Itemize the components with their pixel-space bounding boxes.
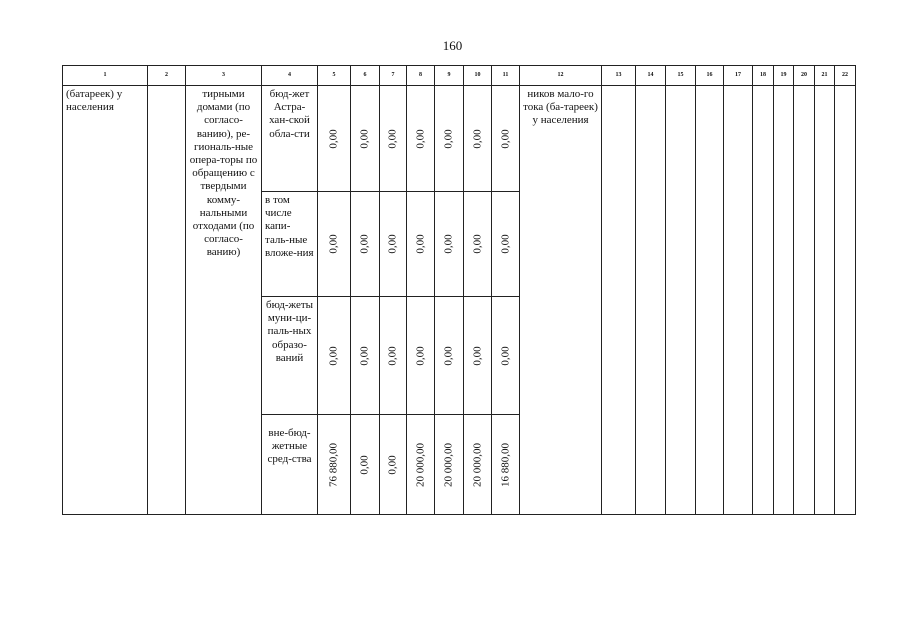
- value-text: 0,00: [358, 454, 371, 475]
- empty-cell: [636, 86, 666, 515]
- value-text: 0,00: [442, 234, 455, 254]
- col-header: 13: [602, 66, 636, 86]
- value-text: 0,00: [327, 128, 340, 149]
- value-text: 0,00: [413, 345, 426, 366]
- col-header: 8: [407, 66, 435, 86]
- value-text: 20 000,00: [470, 442, 483, 487]
- empty-cell: [794, 86, 815, 515]
- value-cell: [435, 192, 464, 297]
- value-cell: [318, 415, 351, 515]
- value-cell: [351, 86, 380, 192]
- value-cell: [492, 192, 520, 297]
- value-text: 0,00: [442, 128, 455, 149]
- value-text: 0,00: [470, 128, 483, 149]
- value-cell: [407, 297, 435, 415]
- value-text: 0,00: [470, 234, 483, 254]
- value-text: 0,00: [386, 345, 399, 366]
- value-text: 20 000,00: [442, 442, 455, 487]
- value-cell: [492, 415, 520, 515]
- col-header: 19: [774, 66, 794, 86]
- table-row: [63, 86, 856, 192]
- empty-cell: [815, 86, 835, 515]
- col-header: 11: [492, 66, 520, 86]
- value-cell: [351, 192, 380, 297]
- measure-name-cell: [63, 86, 148, 515]
- col-header: 22: [835, 66, 856, 86]
- col-header: 14: [636, 66, 666, 86]
- col-header: 21: [815, 66, 835, 86]
- empty-cell: [696, 86, 724, 515]
- value-cell: [435, 297, 464, 415]
- value-cell: [435, 86, 464, 192]
- col-header: 3: [186, 66, 262, 86]
- value-cell: [380, 192, 407, 297]
- value-cell: [464, 415, 492, 515]
- col-header: 16: [696, 66, 724, 86]
- page-number: 160: [442, 38, 463, 53]
- value-text: 0,00: [386, 234, 399, 254]
- col-header: 5: [318, 66, 351, 86]
- result-text: ников мало-го тока (ба-тареек) у населения: [523, 88, 598, 127]
- value-cell: [318, 192, 351, 297]
- value-cell: [435, 415, 464, 515]
- program-table: [62, 65, 856, 515]
- value-text: 76 880,00: [327, 442, 340, 487]
- empty-cell: [835, 86, 856, 515]
- result-cell: [520, 86, 602, 515]
- funding-source: бюд-жет Астра-хан-ской обла-сти: [269, 88, 310, 140]
- col-header: 6: [351, 66, 380, 86]
- value-cell: [318, 86, 351, 192]
- executors-text: тирными домами (по согласо-ванию), ре-гиональ-ные опера-торы по обращению с твердыми комму-нальными отходами (по согласо-ванию): [189, 88, 258, 259]
- value-text: 0,00: [358, 128, 371, 149]
- value-cell: [380, 86, 407, 192]
- header-row: [63, 66, 856, 86]
- col-header: 7: [380, 66, 407, 86]
- funding-source-cell: [262, 297, 318, 415]
- empty-cell: [148, 86, 186, 515]
- value-text: 0,00: [498, 234, 511, 254]
- col-header: 1: [63, 66, 148, 86]
- value-text: 0,00: [498, 128, 511, 149]
- value-text: 0,00: [386, 128, 399, 149]
- value-text: 0,00: [358, 234, 371, 254]
- value-text: 0,00: [386, 454, 399, 475]
- value-cell: [351, 297, 380, 415]
- value-text: 0,00: [358, 345, 371, 366]
- value-cell: [492, 86, 520, 192]
- col-header: 17: [724, 66, 753, 86]
- measure-name: (батареек) у населения: [66, 88, 123, 114]
- value-text: 20 000,00: [413, 442, 426, 487]
- value-text: 0,00: [413, 234, 426, 254]
- value-cell: [380, 415, 407, 515]
- empty-cell: [666, 86, 696, 515]
- funding-source: бюд-жеты муни-ци-паль-ных образо-ваний: [265, 299, 314, 364]
- col-header: 20: [794, 66, 815, 86]
- funding-source: вне-бюд-жетные сред-ства: [267, 427, 312, 466]
- col-header: 4: [262, 66, 318, 86]
- value-cell: [407, 192, 435, 297]
- value-cell: [464, 86, 492, 192]
- col-header: 2: [148, 66, 186, 86]
- value-text: 0,00: [327, 234, 340, 254]
- value-cell: [407, 415, 435, 515]
- col-header: 15: [666, 66, 696, 86]
- value-cell: [380, 297, 407, 415]
- col-header: 10: [464, 66, 492, 86]
- value-text: 16 880,00: [498, 442, 511, 487]
- funding-source-cell: [262, 415, 318, 515]
- value-cell: [492, 297, 520, 415]
- col-header: 12: [520, 66, 602, 86]
- col-header: 18: [753, 66, 774, 86]
- value-cell: [318, 297, 351, 415]
- value-text: 0,00: [498, 345, 511, 366]
- funding-source-cell: [262, 192, 318, 297]
- value-cell: [407, 86, 435, 192]
- funding-source: в том числе капи-таль-ные вложе-ния: [265, 194, 314, 259]
- empty-cell: [774, 86, 794, 515]
- executors-cell: [186, 86, 262, 515]
- value-text: 0,00: [442, 345, 455, 366]
- empty-cell: [724, 86, 753, 515]
- funding-source-cell: [262, 86, 318, 192]
- value-text: 0,00: [413, 128, 426, 149]
- value-cell: [464, 297, 492, 415]
- empty-cell: [753, 86, 774, 515]
- empty-cell: [602, 86, 636, 515]
- value-text: 0,00: [470, 345, 483, 366]
- col-header: 9: [435, 66, 464, 86]
- value-cell: [351, 415, 380, 515]
- value-cell: [464, 192, 492, 297]
- value-text: 0,00: [327, 345, 340, 366]
